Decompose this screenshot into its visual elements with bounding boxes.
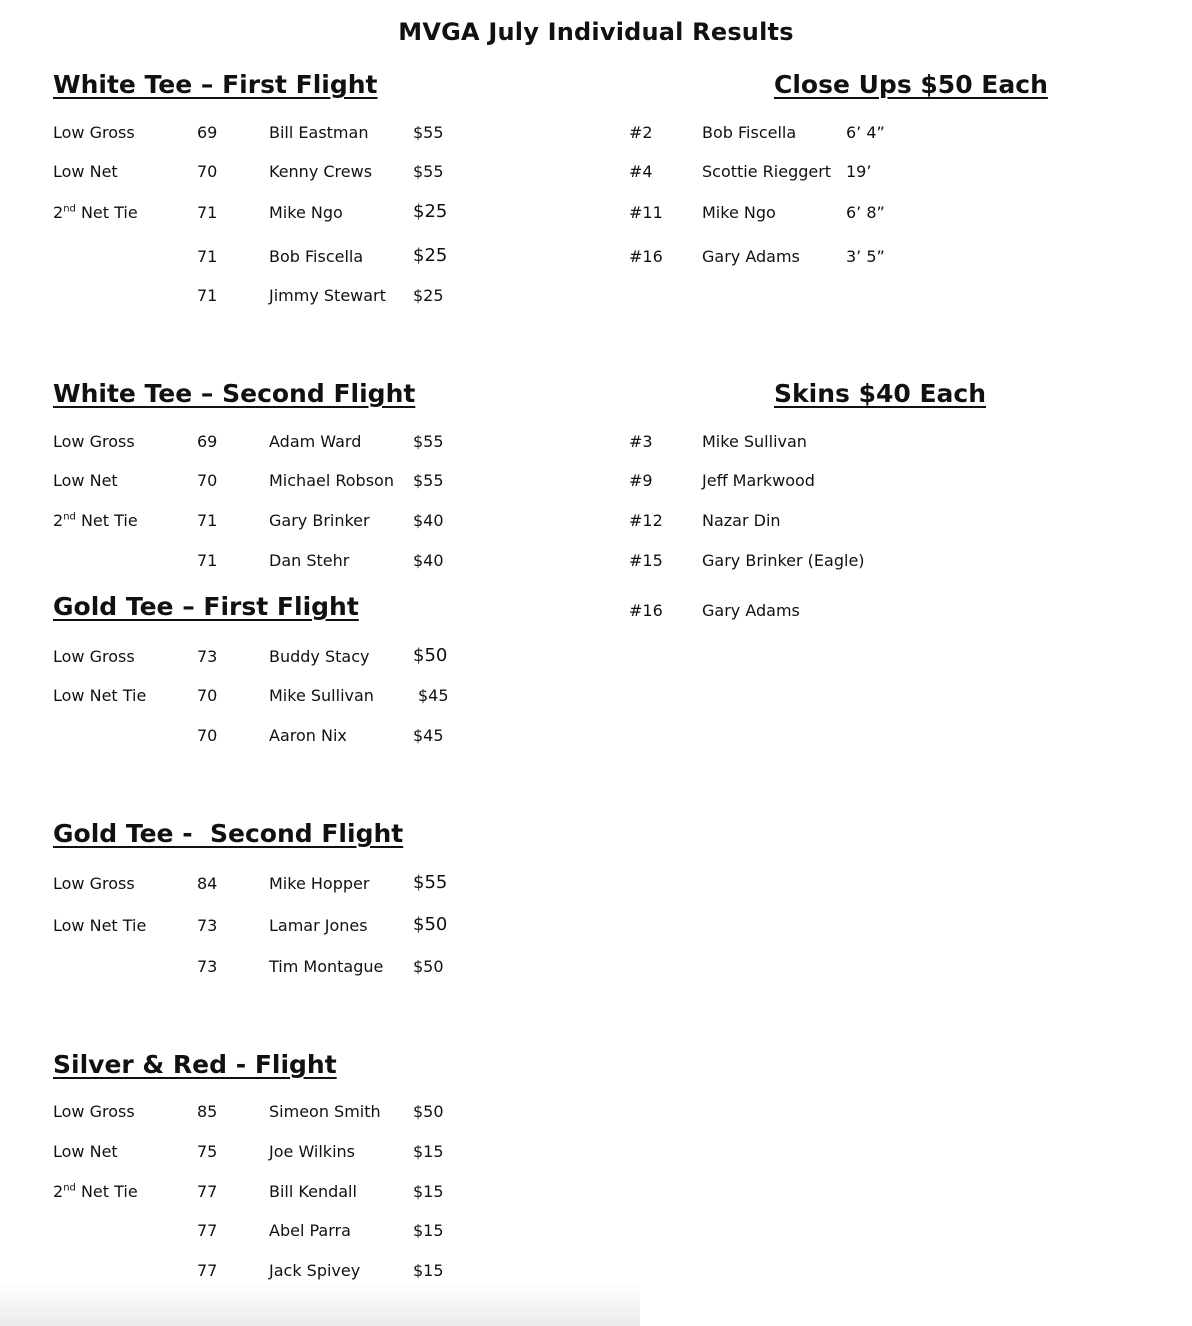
section-heading-close-ups: Close Ups $50 Each (774, 70, 1048, 99)
section-heading-silver-red: Silver & Red - Flight (53, 1050, 337, 1079)
score-value: 70 (197, 162, 218, 181)
player-name: Mike Sullivan (702, 432, 807, 451)
player-name: Scottie Rieggert (702, 162, 832, 181)
score-value: 70 (197, 471, 218, 490)
section-heading-gold-first: Gold Tee – First Flight (53, 592, 359, 621)
score-value: 85 (197, 1102, 218, 1121)
player-name: Gary Adams (702, 247, 800, 266)
player-name: Adam Ward (269, 432, 362, 451)
prize-amount: $40 (413, 511, 444, 530)
prize-amount: $55 (413, 162, 444, 181)
category-label: Low Gross (53, 647, 135, 666)
score-value: 71 (197, 247, 218, 266)
category-label: Low Net (53, 162, 118, 181)
distance-value: 3’ 5” (846, 247, 885, 266)
prize-amount: $55 (413, 432, 444, 451)
distance-value: 19’ (846, 162, 872, 181)
prize-amount: $15 (413, 1182, 444, 1201)
category-label: Low Net (53, 471, 118, 490)
score-value: 69 (197, 432, 218, 451)
player-name: Joe Wilkins (269, 1142, 355, 1161)
section-heading-gold-second: Gold Tee - Second Flight (53, 819, 404, 848)
prize-amount: $40 (413, 551, 444, 570)
player-name: Tim Montague (269, 957, 384, 976)
score-value: 71 (197, 286, 218, 305)
score-value: 77 (197, 1261, 218, 1280)
player-name: Simeon Smith (269, 1102, 381, 1121)
player-name: Kenny Crews (269, 162, 373, 181)
player-name: Jimmy Stewart (269, 286, 386, 305)
category-label: Low Net Tie (53, 686, 147, 705)
player-name: Buddy Stacy (269, 647, 370, 666)
score-value: 73 (197, 916, 218, 935)
player-name: Lamar Jones (269, 916, 368, 935)
score-value: 70 (197, 726, 218, 745)
player-name: Gary Brinker (269, 511, 370, 530)
score-value: 77 (197, 1182, 218, 1201)
hole-number: #12 (629, 511, 663, 530)
prize-amount: $55 (413, 123, 444, 142)
hole-number: #2 (629, 123, 653, 142)
player-name: Jeff Markwood (702, 471, 815, 490)
hole-number: #3 (629, 432, 653, 451)
prize-amount: $50 (413, 957, 444, 976)
player-name: Aaron Nix (269, 726, 347, 745)
player-name: Bob Fiscella (702, 123, 797, 142)
prize-amount: $15 (413, 1261, 444, 1280)
prize-amount: $15 (413, 1142, 444, 1161)
player-name: Mike Ngo (702, 203, 776, 222)
score-value: 71 (197, 511, 218, 530)
hole-number: #9 (629, 471, 653, 490)
score-value: 75 (197, 1142, 218, 1161)
distance-value: 6’ 8” (846, 203, 885, 222)
category-label: Low Net (53, 1142, 118, 1161)
player-name: Bob Fiscella (269, 247, 364, 266)
prize-amount: $25 (413, 286, 444, 305)
player-name: Nazar Din (702, 511, 781, 530)
prize-amount: $55 (413, 471, 444, 490)
prize-amount: $50 (413, 1102, 444, 1121)
prize-amount: $25 (413, 245, 448, 266)
player-name: Mike Ngo (269, 203, 343, 222)
score-value: 69 (197, 123, 218, 142)
score-value: 73 (197, 647, 218, 666)
category-label: Low Gross (53, 1102, 135, 1121)
category-label: 2nd Net Tie (53, 511, 138, 530)
prize-amount: $45 (413, 726, 444, 745)
prize-amount: $25 (413, 201, 448, 222)
hole-number: #16 (629, 601, 663, 620)
prize-amount: $50 (413, 645, 448, 666)
category-label: Low Gross (53, 874, 135, 893)
score-value: 73 (197, 957, 218, 976)
score-value: 84 (197, 874, 218, 893)
player-name: Mike Sullivan (269, 686, 374, 705)
page-bottom-shadow (0, 1282, 640, 1326)
prize-amount: $55 (413, 872, 448, 893)
hole-number: #15 (629, 551, 663, 570)
distance-value: 6’ 4” (846, 123, 885, 142)
player-name: Abel Parra (269, 1221, 351, 1240)
page-title: MVGA July Individual Results (398, 18, 794, 46)
category-label: Low Gross (53, 123, 135, 142)
section-heading-white-first: White Tee – First Flight (53, 70, 378, 99)
player-name: Bill Kendall (269, 1182, 357, 1201)
hole-number: #16 (629, 247, 663, 266)
score-value: 70 (197, 686, 218, 705)
player-name: Jack Spivey (269, 1261, 361, 1280)
hole-number: #11 (629, 203, 663, 222)
category-label: Low Gross (53, 432, 135, 451)
category-label: 2nd Net Tie (53, 203, 138, 222)
player-name: Gary Adams (702, 601, 800, 620)
section-heading-skins: Skins $40 Each (774, 379, 987, 408)
player-name: Mike Hopper (269, 874, 370, 893)
player-name: Bill Eastman (269, 123, 369, 142)
score-value: 77 (197, 1221, 218, 1240)
player-name: Michael Robson (269, 471, 394, 490)
player-name: Gary Brinker (Eagle) (702, 551, 865, 570)
section-heading-white-second: White Tee – Second Flight (53, 379, 416, 408)
category-label: 2nd Net Tie (53, 1182, 138, 1201)
hole-number: #4 (629, 162, 653, 181)
player-name: Dan Stehr (269, 551, 350, 570)
prize-amount: $50 (413, 914, 448, 935)
category-label: Low Net Tie (53, 916, 147, 935)
prize-amount: $15 (413, 1221, 444, 1240)
score-value: 71 (197, 551, 218, 570)
prize-amount: $45 (418, 686, 449, 705)
score-value: 71 (197, 203, 218, 222)
